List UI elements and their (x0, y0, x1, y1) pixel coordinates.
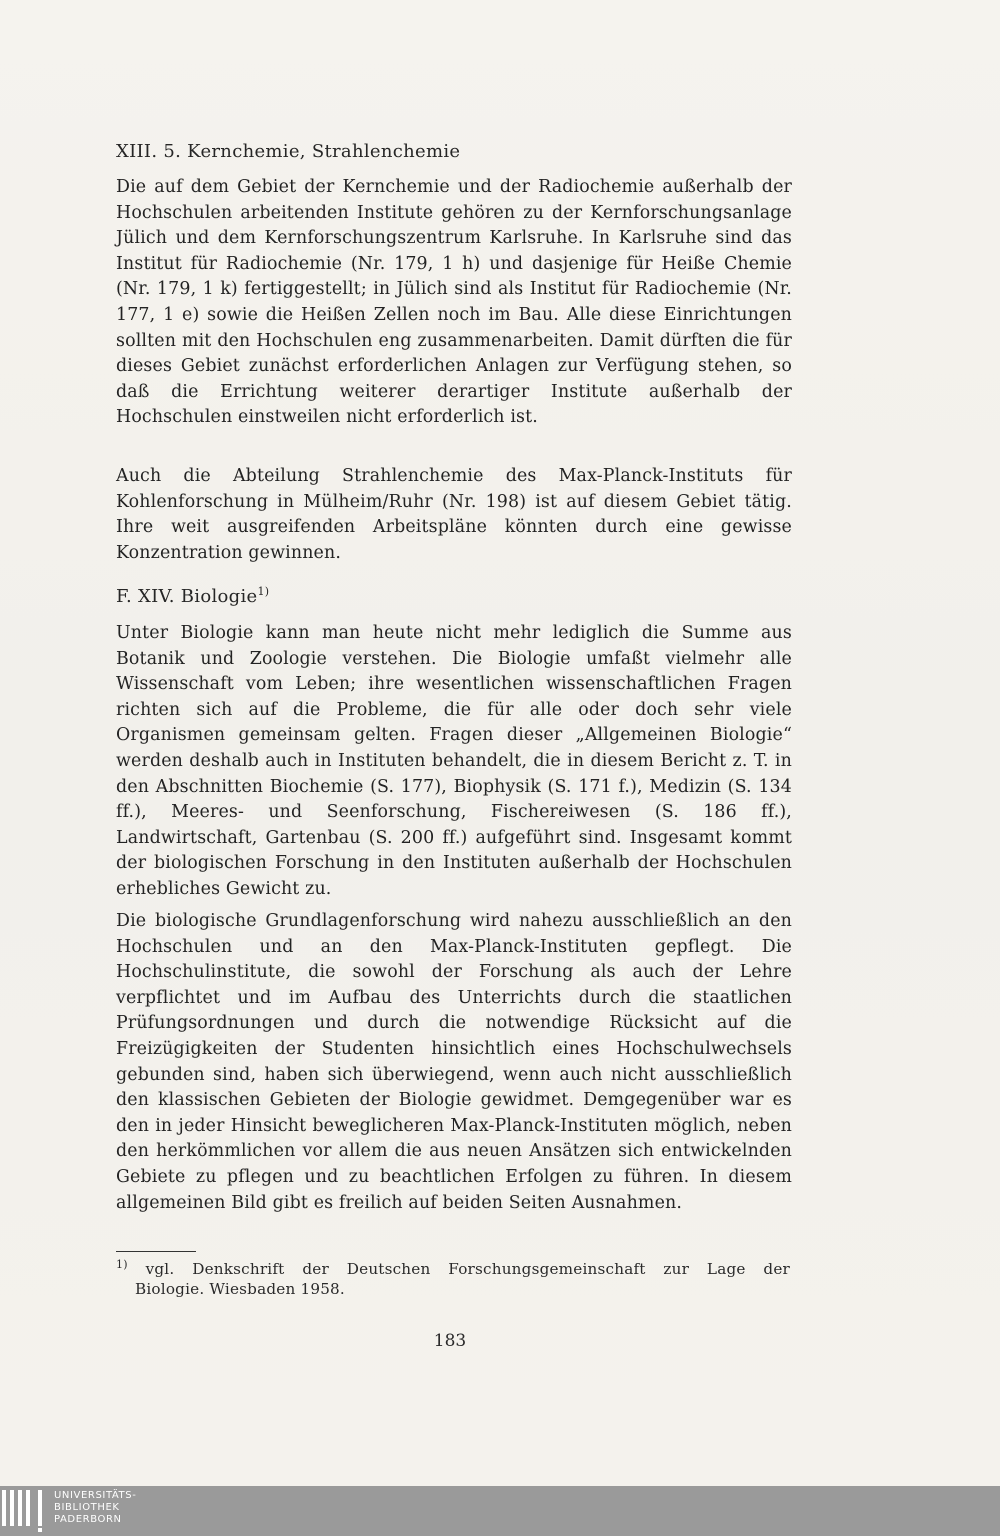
paragraph-text: Die auf dem Gebiet der Kernchemie und der Radiochemie außerhalb der Hochschulen arbeitenden Institute gehören zu der Kernforschungsanlage Jülich und dem Kernforschungszentrum Karlsruhe. In Karlsruhe sind das Institut für Radiochemie (Nr. 179, 1 h) und dasjenige für Heiße Chemie (Nr. 179, 1 k) fertiggestellt; in Jülich sind als Institut für Radiochemie (Nr. 177, 1 e) sowie die Heißen Zellen noch im Bau. Alle diese Einrichtungen sollten mit den Hochschulen eng zusammenarbeiten. Damit dürften die für dieses Gebiet zunächst erforderlichen Anlagen zur Verfügung stehen, so daß die Errichtung weiterer derartiger Institute außerhalb der Hochschulen einstweilen nicht erforderlich ist. (116, 177, 792, 428)
footnote (116, 1259, 790, 1299)
footnote-text-1: vgl. Denkschrift der Deutschen Forschungsgemeinschaft zur Lage der (145, 1260, 790, 1278)
library-name (54, 1490, 136, 1526)
library-logo-icon (0, 1490, 48, 1532)
paragraph-strahlenchemie (116, 464, 792, 566)
paragraph-biologie-definition (116, 621, 792, 903)
footnote-marker: 1) (116, 1257, 128, 1271)
paragraph-grundlagenforschung (116, 909, 792, 1216)
library-name-line-2: BIBLIOTHEK (54, 1502, 120, 1513)
section-heading-kernchemie-text: XIII. 5. Kernchemie, Strahlenchemie (116, 141, 461, 162)
paragraph-text: Unter Biologie kann man heute nicht mehr lediglich die Summe aus Botanik und Zoologie verstehen. Die Biologie umfaßt vielmehr alle Wissenschaft vom Leben; ihre wesentlichen wissenschaftlichen Fragen richten sich auf die Probleme, die für alle oder doch sehr viele Organismen gemeinsam gelten. Fragen dieser „Allgemeinen Biologie“ werden deshalb auch in Instituten behandelt, die in diesem Bericht z. T. in den Abschnitten Biochemie (S. 177), Biophysik (S. 171 f.), Medizin (S. 134 ff.), Meeres- und Seenforschung, Fischereiwesen (S. 186 ff.), Landwirtschaft, Gartenbau (S. 200 ff.) aufgeführt sind. Insgesamt kommt der biologischen Forschung in den Instituten außerhalb der Hochschulen erhebliches Gewicht zu. (116, 623, 792, 899)
section-heading-biologie (116, 586, 269, 607)
library-footer-bar (0, 1486, 1000, 1536)
library-name-line-3: PADERBORN (54, 1514, 122, 1525)
section-heading-biologie-text: F. XIV. Biologie (116, 586, 258, 607)
paragraph-text: Auch die Abteilung Strahlenchemie des Max-Planck-Instituts für Kohlenforschung in Mülheim/Ruhr (Nr. 198) ist auf diesem Gebiet tätig. Ihre weit ausgreifenden Arbeitspläne könnten durch eine gewisse Konzentration gewinnen. (116, 466, 792, 563)
paragraph-text: Die biologische Grundlagenforschung wird nahezu ausschließlich an den Hochschulen und an den Max-Planck-Instituten gepflegt. Die Hochschulinstitute, die sowohl der Forschung als auch der Lehre verpflichtet und im Aufbau des Unterrichts durch die staatlichen Prüfungsordnungen und durch die notwendige Rücksicht auf die Freizügigkeiten der Studenten hinsichtlich eines Hochschulwechsels gebunden sind, haben sich überwiegend, wenn auch nicht ausschließlich den klassischen Gebieten der Biologie gewidmet. Demgegenüber war es den in jeder Hinsicht beweglicheren Max-Planck-Instituten möglich, neben den herkömmlichen vor allem die aus neuen Ansätzen sich entwickelnden Gebiete zu pflegen und zu beachtlichen Erfolgen zu führen. In diesem allgemeinen Bild gibt es freilich auf beiden Seiten Ausnahmen. (116, 911, 792, 1213)
paragraph-kernchemie-institutes (116, 175, 792, 431)
footnote-line-1 (116, 1259, 790, 1279)
section-heading-kernchemie (116, 141, 460, 162)
page-number: 183 (433, 1331, 467, 1351)
footnote-reference: 1) (257, 585, 270, 598)
footnote-divider (116, 1251, 196, 1252)
footnote-line-2: Biologie. Wiesbaden 1958. (135, 1280, 345, 1298)
library-name-line-1: UNIVERSITÄTS- (54, 1490, 137, 1501)
